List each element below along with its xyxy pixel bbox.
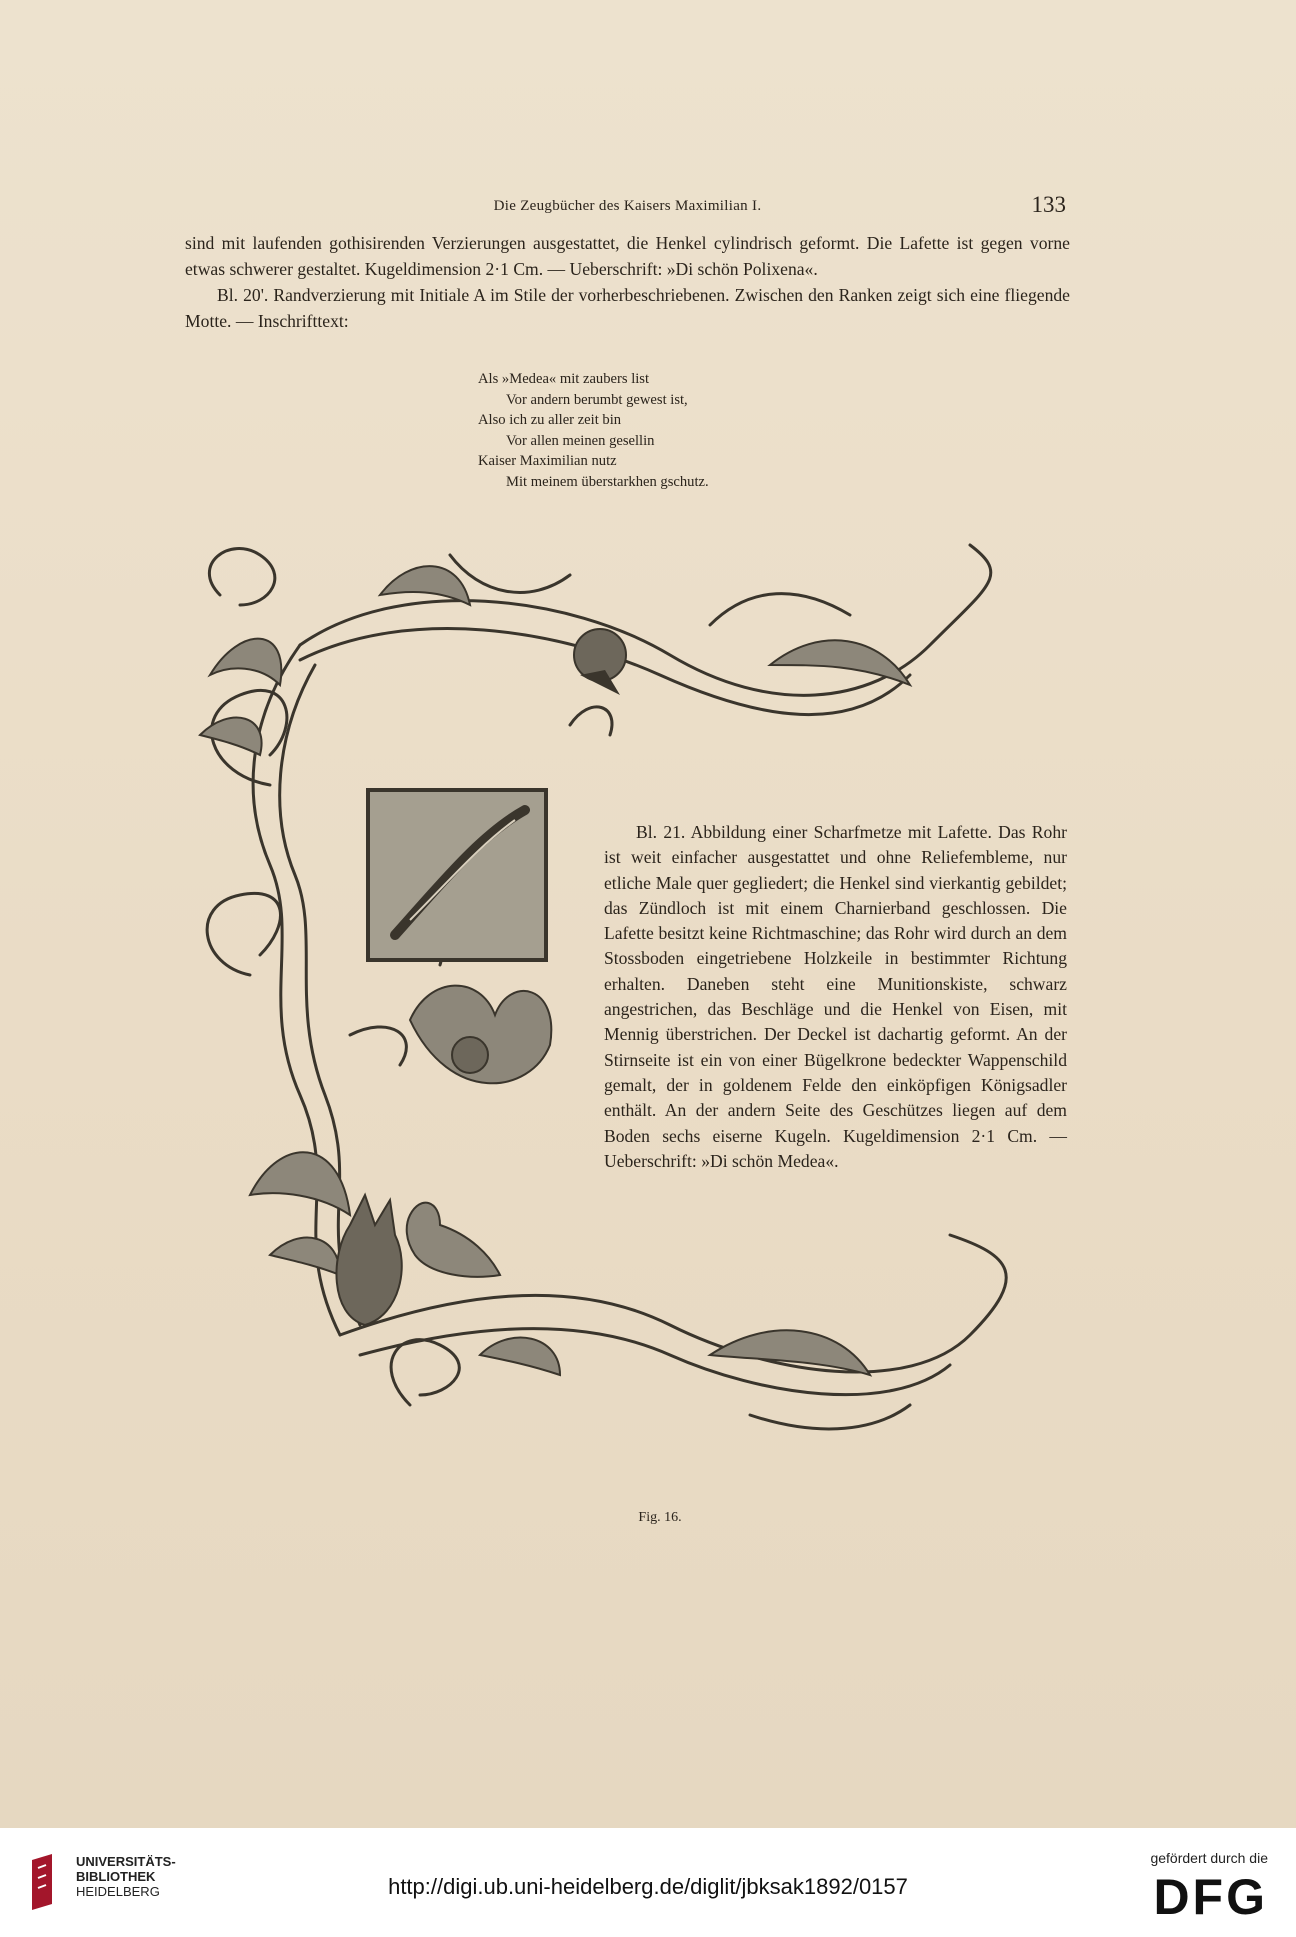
library-logo-icon — [28, 1852, 68, 1912]
fox-figure — [336, 1195, 401, 1325]
burr-ornament — [574, 629, 626, 695]
permalink-url[interactable]: http://digi.ub.uni-heidelberg.de/diglit/jbksak1892/0157 — [388, 1874, 908, 1899]
running-head — [185, 192, 1070, 222]
running-title: Die Zeugbücher des Kaisers Maximilian I. — [493, 198, 762, 214]
initial-panel — [368, 790, 546, 960]
flower-ornament — [410, 986, 551, 1084]
body-text — [185, 230, 1070, 334]
library-name-line: HEIDELBERG — [76, 1884, 160, 1899]
library-name-line: BIBLIOTHEK — [76, 1869, 156, 1884]
page-number: 133 — [1031, 192, 1066, 217]
footer-bar — [0, 1828, 1296, 1937]
bird-figure — [407, 1203, 500, 1277]
inscription-verse — [478, 369, 808, 492]
dfg-logo: DFG — [1153, 1869, 1268, 1925]
verse-line: Also ich zu aller zeit bin — [478, 412, 622, 428]
figure-description — [604, 820, 1067, 1174]
figure-label: Fig. 16. — [638, 1510, 682, 1525]
paragraph: Bl. 21. Abbildung einer Scharfmetze mit Lafette. Das Rohr ist weit einfacher ausgestattet und ohne Reliefembleme, nur etliche Male quer gegliedert; die Henkel sind vierkantig gebildet; das Zündloch ist mit einem Charnierband geschlossen. Die Lafette besitzt keine Richtmaschine; das Rohr wird durch an dem Stossboden eingetriebene Holzkeile in bestimmter Richtung erhalten. Daneben steht eine Munitionskiste, schwarz angestrichen, das Beschläge und die Henkel von Eisen, mit Mennig überstrichen. Der Deckel ist dachartig geformt. An der Stirnseite ist ein von einer Bügelkrone bedeckter Wappenschild gemalt, der in goldenem Felde den einköpfigen Königsadler enthält. An der andern Seite des Geschützes liegen auf dem Boden sechs eiserne Kugeln. Kugeldimension 2·1 Cm. — Ueberschrift: »Di schön Medea«. — [604, 822, 1067, 1171]
library-name — [76, 1854, 176, 1899]
verse-line: Kaiser Maximilian nutz — [478, 453, 617, 469]
paragraph: sind mit laufenden gothisirenden Verzierungen ausgestattet, die Henkel cylindrisch geformt. Die Lafette ist gegen vorne etwas schwerer gestaltet. Kugeldimension 2·1 Cm. — Ueberschrift: »Di schön Polixena«. — [185, 233, 1070, 279]
verse-line: Mit meinem überstarkhen gschutz. — [506, 473, 709, 490]
verse-line: Vor allen meinen gesellin — [506, 432, 655, 449]
verse-line: Als »Medea« mit zaubers list — [478, 371, 650, 387]
funding-note: gefördert durch die — [1150, 1850, 1268, 1866]
verse-line: Vor andern berumbt gewest ist, — [506, 391, 688, 408]
library-name-line: UNIVERSITÄTS- — [76, 1854, 176, 1869]
paragraph: Bl. 20'. Randverzierung mit Initiale A im Stile der vorherbeschriebenen. Zwischen den Ranken zeigt sich eine fliegende Motte. — Inschrifttext: — [185, 285, 1070, 331]
